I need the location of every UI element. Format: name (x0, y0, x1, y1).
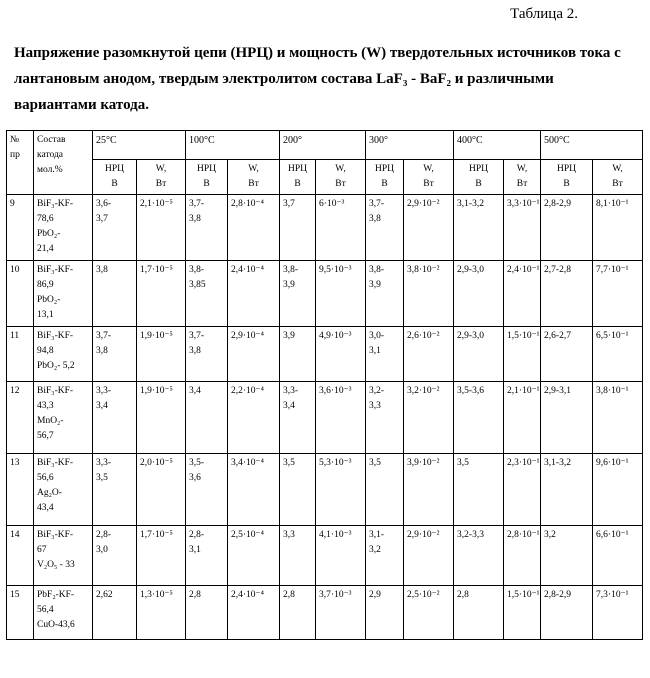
power-cell: 4,1·10⁻³ (316, 526, 366, 586)
header-composition: Состав катода мол.% (34, 131, 93, 195)
power-cell: 3,6·10⁻³ (316, 382, 366, 454)
voltage-cell: 3,8- 3,9 (366, 261, 404, 327)
voltage-cell: 2,9-3,1 (541, 382, 593, 454)
power-cell: 2,6·10⁻² (404, 327, 454, 382)
header-voltage: НРЦ В (541, 160, 593, 195)
power-cell: 2,5·10⁻² (404, 586, 454, 640)
voltage-cell: 3,8- 3,85 (186, 261, 228, 327)
voltage-cell: 3,5 (280, 454, 316, 526)
header-temp: 200° (280, 131, 366, 160)
power-cell: 3,9·10⁻² (404, 454, 454, 526)
power-cell: 2,9·10⁻⁴ (228, 327, 280, 382)
power-cell: 6,5·10⁻¹ (593, 327, 643, 382)
power-cell: 2,1·10⁻¹ (504, 382, 541, 454)
power-cell: 2,1·10⁻⁵ (137, 195, 186, 261)
voltage-cell: 2,8- 3,0 (93, 526, 137, 586)
voltage-cell: 3,3- 3,4 (280, 382, 316, 454)
power-cell: 2,0·10⁻⁵ (137, 454, 186, 526)
row-number: 14 (7, 526, 34, 586)
power-cell: 2,4·10⁻⁴ (228, 261, 280, 327)
voltage-cell: 3,7 (280, 195, 316, 261)
power-cell: 9,6·10⁻¹ (593, 454, 643, 526)
power-cell: 7,3·10⁻¹ (593, 586, 643, 640)
row-number: 15 (7, 586, 34, 640)
row-number: 13 (7, 454, 34, 526)
row-number: 11 (7, 327, 34, 382)
power-cell: 8,1·10⁻¹ (593, 195, 643, 261)
cathode-composition: BiF₃-KF- 86,9 PbO₂- 13,1 (34, 261, 93, 327)
cathode-composition: PbF₂-KF- 56,4 CuO-43,6 (34, 586, 93, 640)
power-cell: 1,5·10⁻¹ (504, 327, 541, 382)
power-cell: 3,3·10⁻¹ (504, 195, 541, 261)
header-voltage: НРЦ В (93, 160, 137, 195)
power-cell: 1,5·10⁻¹ (504, 586, 541, 640)
power-cell: 6,6·10⁻¹ (593, 526, 643, 586)
power-cell: 3,8·10⁻² (404, 261, 454, 327)
voltage-cell: 3,3 (280, 526, 316, 586)
power-cell: 2,5·10⁻⁴ (228, 526, 280, 586)
voltage-cell: 2,9-3,0 (454, 327, 504, 382)
table-row (7, 454, 643, 526)
voltage-cell: 2,62 (93, 586, 137, 640)
power-cell: 2,4·10⁻¹ (504, 261, 541, 327)
power-cell: 2,2·10⁻⁴ (228, 382, 280, 454)
row-number: 12 (7, 382, 34, 454)
voltage-cell: 2,8 (186, 586, 228, 640)
voltage-cell: 3,8- 3,9 (280, 261, 316, 327)
table-title: Напряжение разомкнутой цепи (НРЦ) и мощность (W) твердотельных источников тока с лантановым анодом, твердым электролитом состава LaF₃ - BaF₂ и различными вариантами катода. (14, 45, 621, 113)
voltage-cell: 2,7-2,8 (541, 261, 593, 327)
header-power: W, Вт (504, 160, 541, 195)
voltage-cell: 2,8- 3,1 (186, 526, 228, 586)
power-cell: 3,2·10⁻² (404, 382, 454, 454)
power-cell: 2,9·10⁻² (404, 195, 454, 261)
voltage-cell: 3,7- 3,8 (186, 327, 228, 382)
voltage-cell: 3,4 (186, 382, 228, 454)
voltage-cell: 3,5 (366, 454, 404, 526)
voltage-cell: 3,2- 3,3 (366, 382, 404, 454)
power-cell: 2,3·10⁻¹ (504, 454, 541, 526)
cathode-composition: BiF₃-KF- 43,3 MnO₂- 56,7 (34, 382, 93, 454)
power-cell: 1,3·10⁻⁵ (137, 586, 186, 640)
header-voltage: НРЦ В (186, 160, 228, 195)
voltage-cell: 2,9-3,0 (454, 261, 504, 327)
voltage-cell: 3,2-3,3 (454, 526, 504, 586)
table-row (7, 526, 643, 586)
voltage-cell: 3,5 (454, 454, 504, 526)
power-cell: 5,3·10⁻³ (316, 454, 366, 526)
power-cell: 1,9·10⁻⁵ (137, 327, 186, 382)
table-caption: Таблица 2. (510, 6, 578, 22)
table-row (7, 586, 643, 640)
header-temp: 400°C (454, 131, 541, 160)
header-voltage: НРЦ В (454, 160, 504, 195)
data-table (6, 130, 643, 640)
voltage-cell: 3,9 (280, 327, 316, 382)
voltage-cell: 3,1-3,2 (454, 195, 504, 261)
header-power: W, Вт (316, 160, 366, 195)
power-cell: 2,8·10⁻¹ (504, 526, 541, 586)
header-voltage: НРЦ В (280, 160, 316, 195)
header-power: W, Вт (404, 160, 454, 195)
cathode-composition: BiF₃-KF- 94,8 PbO₂- 5,2 (34, 327, 93, 382)
power-cell: 7,7·10⁻¹ (593, 261, 643, 327)
voltage-cell: 3,1- 3,2 (366, 526, 404, 586)
power-cell: 9,5·10⁻³ (316, 261, 366, 327)
voltage-cell: 3,7- 3,8 (186, 195, 228, 261)
voltage-cell: 3,7- 3,8 (93, 327, 137, 382)
voltage-cell: 2,9 (366, 586, 404, 640)
power-cell: 1,7·10⁻⁵ (137, 261, 186, 327)
power-cell: 3,4·10⁻⁴ (228, 454, 280, 526)
power-cell: 1,7·10⁻⁵ (137, 526, 186, 586)
voltage-cell: 3,1-3,2 (541, 454, 593, 526)
header-number: № пр (7, 131, 34, 195)
power-cell: 3,8·10⁻¹ (593, 382, 643, 454)
voltage-cell: 2,6-2,7 (541, 327, 593, 382)
header-temp: 300° (366, 131, 454, 160)
table-row (7, 195, 643, 261)
cathode-composition: BiF₃-KF- 56,6 Ag₂O- 43,4 (34, 454, 93, 526)
header-power: W, Вт (593, 160, 643, 195)
voltage-cell: 3,2 (541, 526, 593, 586)
power-cell: 2,9·10⁻² (404, 526, 454, 586)
cathode-composition: BiF₃-KF- 78,6 PbO₂- 21,4 (34, 195, 93, 261)
cathode-composition: BiF₃-KF- 67 V₂O₅ - 33 (34, 526, 93, 586)
voltage-cell: 3,0- 3,1 (366, 327, 404, 382)
voltage-cell: 2,8 (280, 586, 316, 640)
voltage-cell: 3,6- 3,7 (93, 195, 137, 261)
power-cell: 1,9·10⁻⁵ (137, 382, 186, 454)
header-temp: 100°C (186, 131, 280, 160)
voltage-cell: 2,8 (454, 586, 504, 640)
power-cell: 2,4·10⁻⁴ (228, 586, 280, 640)
table-row (7, 327, 643, 382)
voltage-cell: 3,3- 3,5 (93, 454, 137, 526)
row-number: 9 (7, 195, 34, 261)
voltage-cell: 2,8-2,9 (541, 195, 593, 261)
power-cell: 3,7·10⁻³ (316, 586, 366, 640)
power-cell: 2,8·10⁻⁴ (228, 195, 280, 261)
header-temp: 500°C (541, 131, 643, 160)
table-row (7, 382, 643, 454)
table-row (7, 261, 643, 327)
voltage-cell: 3,3- 3,4 (93, 382, 137, 454)
voltage-cell: 3,5- 3,6 (186, 454, 228, 526)
header-power: W, Вт (137, 160, 186, 195)
power-cell: 4,9·10⁻³ (316, 327, 366, 382)
header-temp: 25°C (93, 131, 186, 160)
power-cell: 6·10⁻³ (316, 195, 366, 261)
row-number: 10 (7, 261, 34, 327)
voltage-cell: 3,7- 3,8 (366, 195, 404, 261)
header-voltage: НРЦ В (366, 160, 404, 195)
header-power: W, Вт (228, 160, 280, 195)
voltage-cell: 3,5-3,6 (454, 382, 504, 454)
voltage-cell: 3,8 (93, 261, 137, 327)
voltage-cell: 2,8-2,9 (541, 586, 593, 640)
